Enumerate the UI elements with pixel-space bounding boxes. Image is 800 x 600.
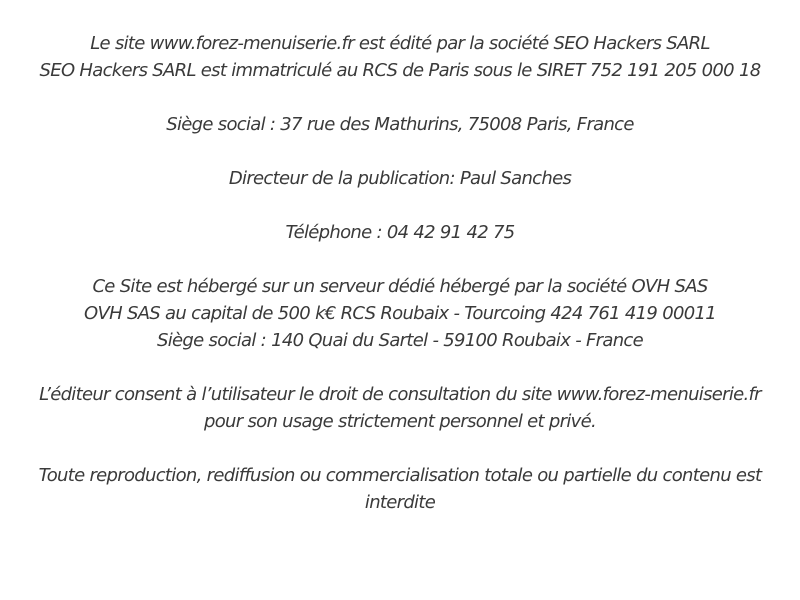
hosting-line-3: Siège social : 140 Quai du Sartel - 59100 Roubaix - France [157, 330, 643, 351]
consent-info [0, 381, 800, 435]
publication-director-line: Directeur de la publication: Paul Sanches [228, 168, 572, 189]
reproduction-info [0, 462, 800, 516]
head-office-line: Siège social : 37 rue des Mathurins, 75008 Paris, France [166, 114, 634, 135]
editor-info [0, 30, 800, 84]
publication-director-info [0, 165, 800, 192]
phone-info [0, 219, 800, 246]
consent-line-2: pour son usage strictement personnel et privé. [203, 411, 597, 432]
reproduction-line-1: Toute reproduction, rediffusion ou commercialisation totale ou partielle du contenu est [38, 465, 762, 486]
reproduction-line-2: interdite [364, 492, 436, 513]
phone-line: Téléphone : 04 42 91 42 75 [285, 222, 515, 243]
editor-line-2: SEO Hackers SARL est immatriculé au RCS de Paris sous le SIRET 752 191 205 000 18 [39, 60, 761, 81]
hosting-info [0, 273, 800, 354]
hosting-line-1: Ce Site est hébergé sur un serveur dédié hébergé par la société OVH SAS [92, 276, 708, 297]
head-office-info [0, 111, 800, 138]
editor-line-1: Le site www.forez-menuiserie.fr est édité par la société SEO Hackers SARL [90, 33, 710, 54]
hosting-line-2: OVH SAS au capital de 500 k€ RCS Roubaix - Tourcoing 424 761 419 00011 [84, 303, 716, 324]
consent-line-1: L’éditeur consent à l’utilisateur le droit de consultation du site www.forez-menuiserie.fr [39, 384, 761, 405]
